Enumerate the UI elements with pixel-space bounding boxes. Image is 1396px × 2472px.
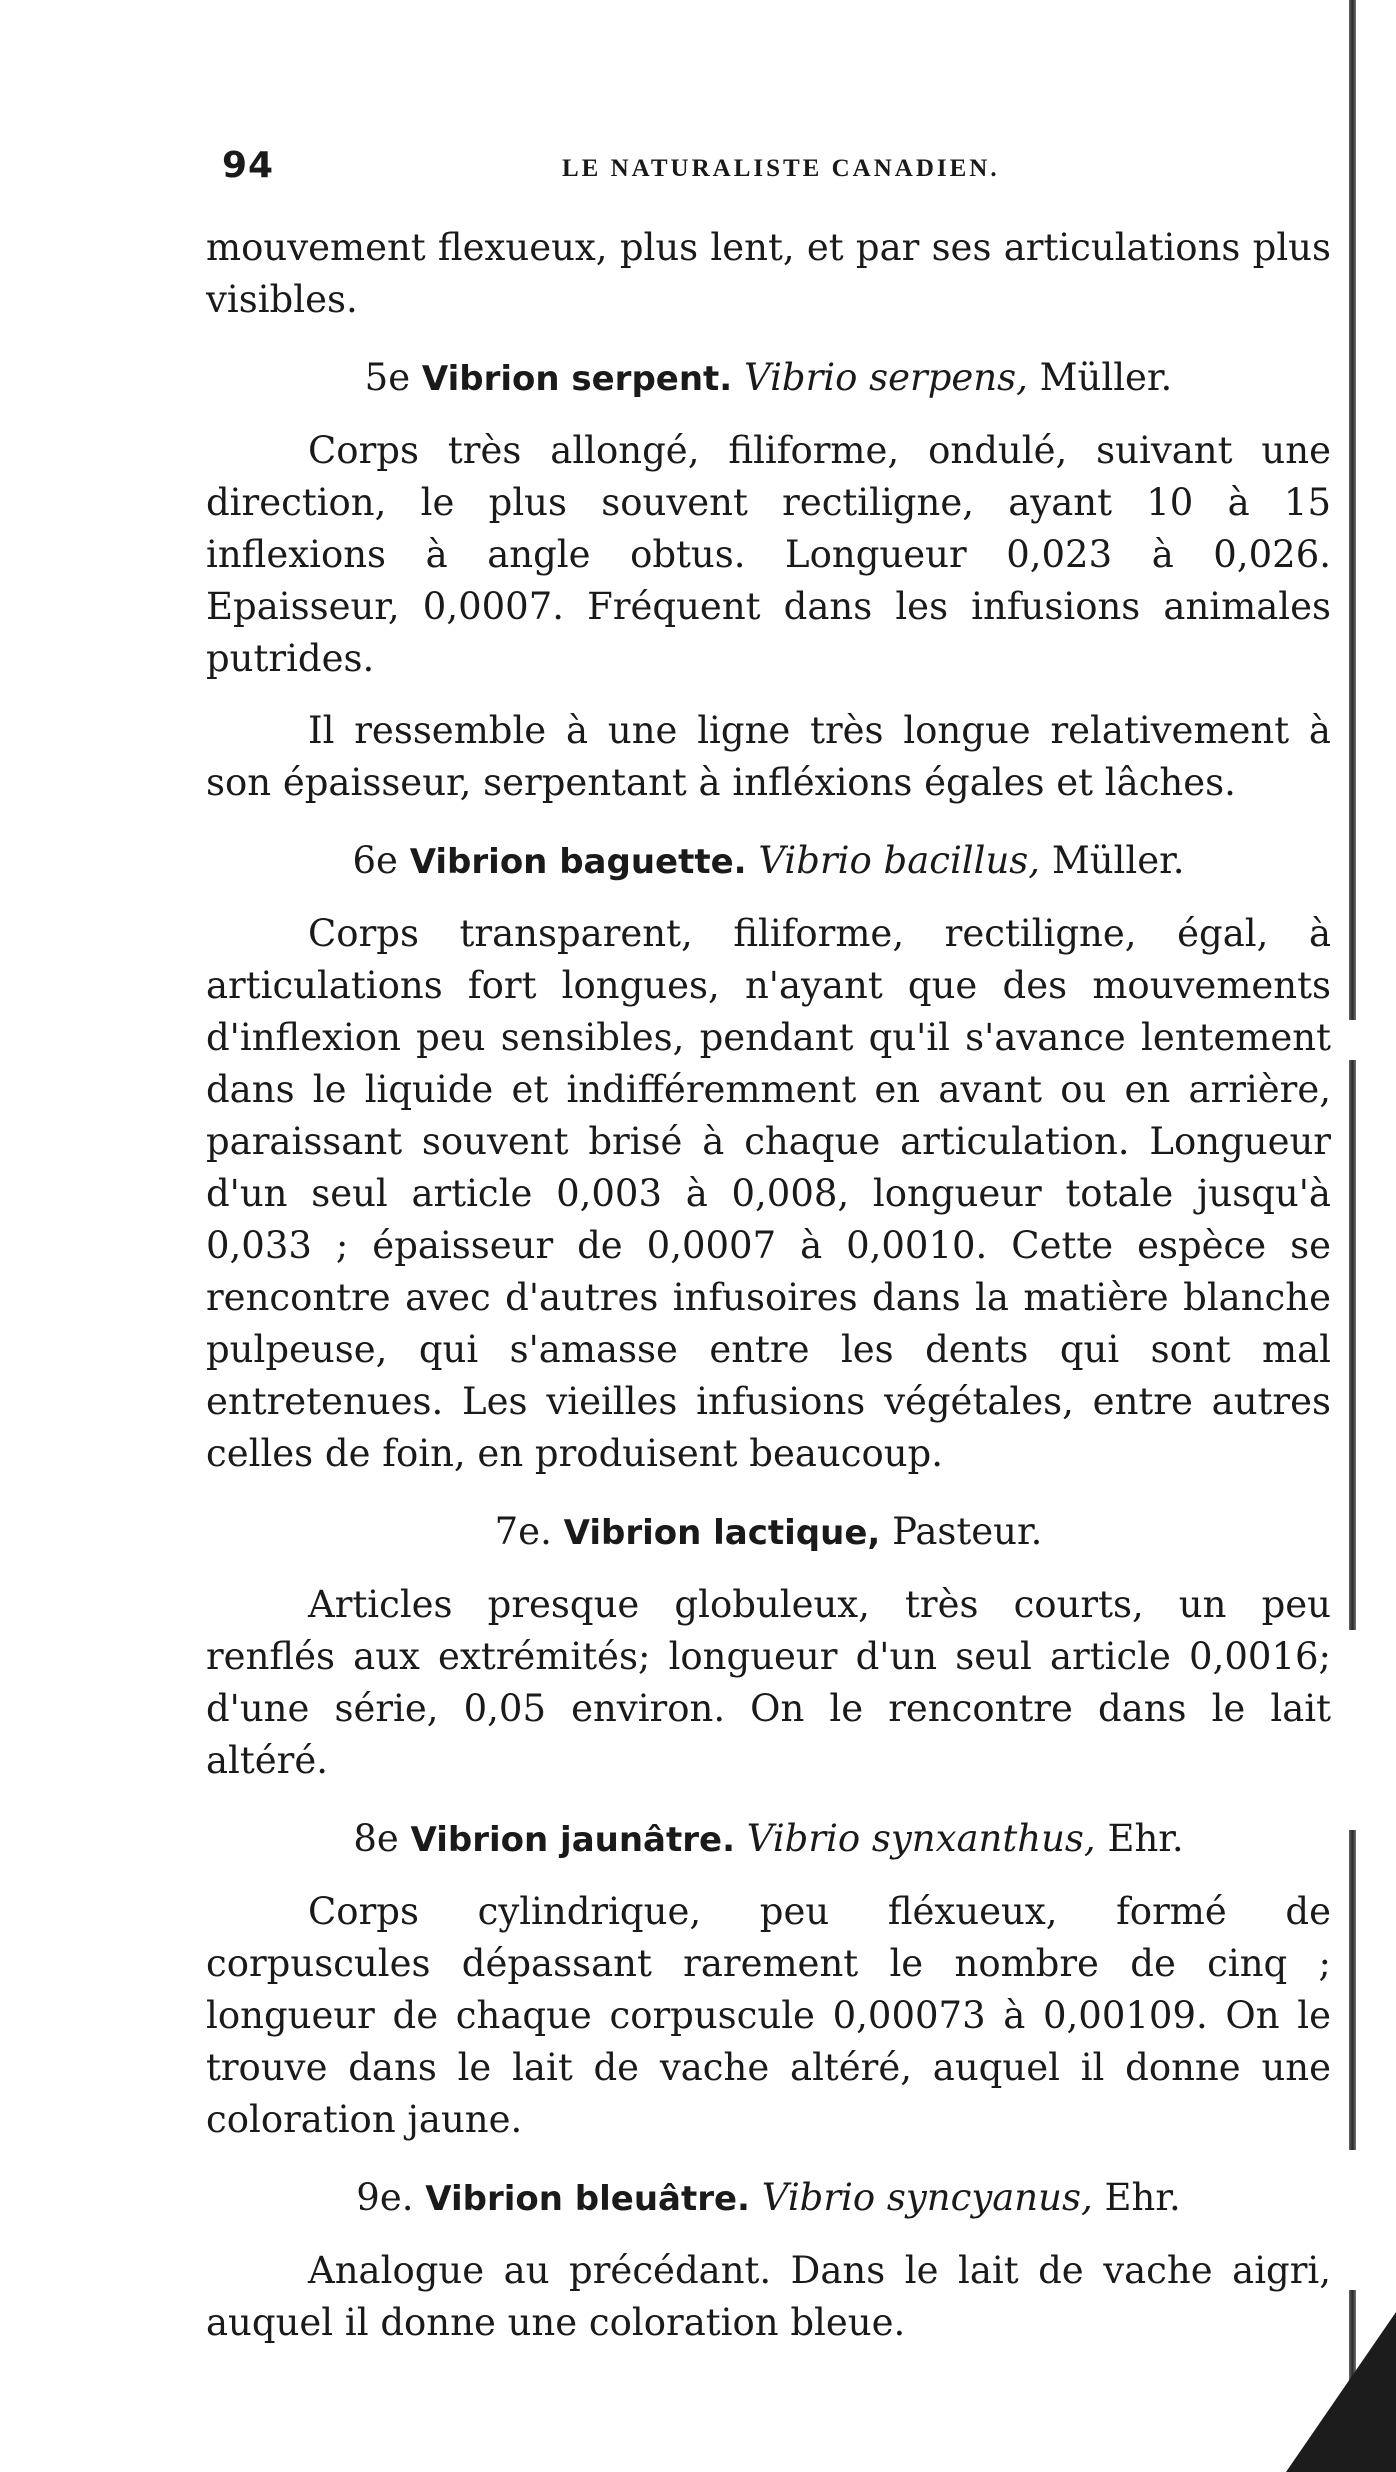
section-name: Vibrion serpent. <box>421 359 733 399</box>
section-paragraph: Corps cylindrique, peu fléxueux, formé de corpuscules dépassant rarement le nombre de cinq ; longueur de chaque corpuscule 0,00073 à 0,00109. On le trouve dans le lait de vache altéré, auquel il donne une coloration jaune. <box>206 1890 1331 2141</box>
section-paragraph: Corps transparent, filiforme, rectiligne, égal, à articulations fort longues, n'ayant que des mouvements d'inflexion peu sensibles, pendant qu'il s'avance lentement dans le liquide et indifféremment en avant ou en arrière, paraissant souvent brisé à chaque articulation. Longueur d'un seul article 0,003 à 0,008, longueur totale jusqu'à 0,033 ; épaisseur de 0,0007 à 0,0010. Cette espèce se rencontre avec d'autres infusoires dans la matière blanche pulpeuse, qui s'amasse entre les dents qui sont mal entretenues. Les vieilles infusions végétales, entre autres celles de foin, en produisent beaucoup. <box>206 912 1331 1475</box>
binding-edge-gap <box>1345 1630 1360 1830</box>
section-number: 6e <box>352 839 398 882</box>
section-author: Pasteur. <box>892 1510 1043 1553</box>
section-number: 5e <box>364 356 411 399</box>
section-latin-name: Vibrio syncyanus, <box>761 2176 1093 2219</box>
binding-edge <box>1349 0 1356 2472</box>
page-body <box>206 222 1331 2349</box>
section-author: Müller. <box>1039 356 1173 399</box>
section-paragraph: Corps très allongé, filiforme, ondulé, suivant une direction, le plus souvent rectiligne, ayant 10 à 15 inflexions à angle obtus. Longueur 0,023 à 0,026. Epaisseur, 0,0007. Fréquent dans les infusions animales putrides. <box>206 429 1331 680</box>
section-paragraph: Articles presque globuleux, très courts, un peu renflés aux extrémités; longueur d'un seul article 0,0016; d'une série, 0,05 environ. On le rencontre dans le lait altéré. <box>206 1583 1331 1782</box>
section-paragraph: Il ressemble à une ligne très longue relativement à son épaisseur, serpentant à infléxions égales et lâches. <box>206 709 1331 804</box>
section-latin-name: Vibrio serpens, <box>744 356 1028 399</box>
section-heading <box>206 1506 1331 1559</box>
intro-paragraph: mouvement flexueux, plus lent, et par ses articulations plus visibles. <box>206 226 1331 321</box>
page-header <box>222 145 1292 185</box>
section-paragraph: Analogue au précédant. Dans le lait de vache aigri, auquel il donne une coloration bleue. <box>206 2249 1331 2344</box>
section-name: Vibrion lactique, <box>563 1513 881 1553</box>
section-number: 8e <box>353 1817 399 1860</box>
section-latin-name: Vibrio bacillus, <box>758 839 1041 882</box>
section-heading <box>206 1813 1331 1866</box>
section-heading <box>206 835 1331 888</box>
section-name: Vibrion jaunâtre. <box>410 1820 735 1860</box>
page-number: 94 <box>222 145 275 186</box>
section-author: Ehr. <box>1107 1817 1184 1860</box>
running-head: LE NATURALISTE CANADIEN. <box>562 155 1000 182</box>
section-name: Vibrion bleuâtre. <box>425 2179 750 2219</box>
section-number: 7e. <box>494 1510 552 1553</box>
section-number: 9e. <box>356 2176 414 2219</box>
section-heading <box>206 352 1331 405</box>
section-heading <box>206 2172 1331 2225</box>
binding-edge-gap <box>1345 1020 1360 1060</box>
section-author: Ehr. <box>1104 2176 1181 2219</box>
binding-edge-gap <box>1345 2150 1360 2290</box>
section-author: Müller. <box>1051 839 1185 882</box>
section-latin-name: Vibrio synxanthus, <box>746 1817 1096 1860</box>
section-name: Vibrion baguette. <box>409 842 747 882</box>
